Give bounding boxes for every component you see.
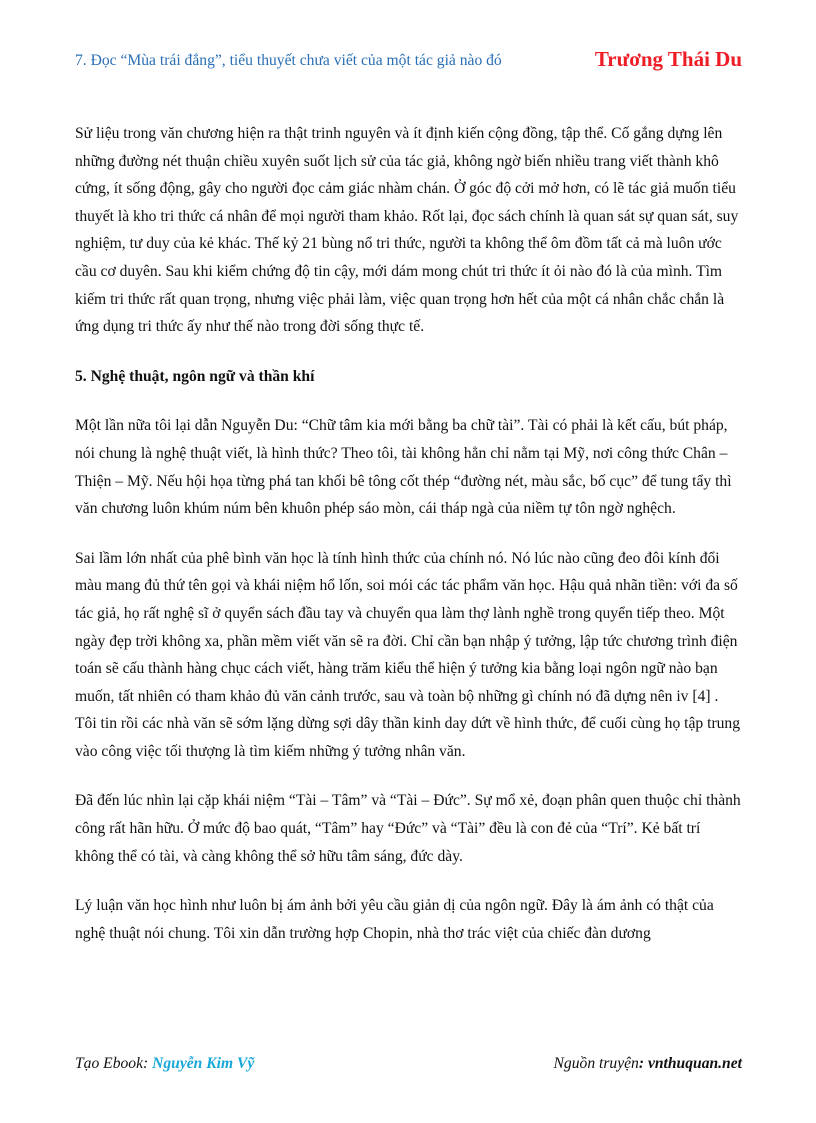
- paragraph-3: Sai lầm lớn nhất của phê bình văn học là tính hình thức của chính nó. Nó lúc nào cũng đeo đôi kính đổi màu mang đủ thứ tên gọi và khái niệm hổ lốn, soi mói các tác phẩm văn học. Hậu quả nhãn tiền: với đa số tác giả, họ rất nghệ sĩ ở quyển sách đầu tay và chuyển qua làm thợ lành nghề trong quyển tiếp theo. Một ngày đẹp trời không xa, phần mềm viết văn sẽ ra đời. Chỉ cần bạn nhập ý tưởng, lập tức chương trình điện toán sẽ cấu thành hàng chục cách viết, hàng trăm kiểu thể hiện ý tưởng kia bằng loại ngôn ngữ nào bạn muốn, tất nhiên có tham khảo đủ văn cảnh trước, sau và toàn bộ những gì chính nó đã dựng nên iv [4] . Tôi tin rồi các nhà văn sẽ sớm lặng dừng sợi dây thần kinh day dứt về hình thức, để cuối cùng họ tập trung vào công việc tối thượng là tìm kiếm những ý tưởng nhân văn.: [75, 549, 741, 760]
- section-heading: 5. Nghệ thuật, ngôn ngữ và thần khí: [75, 367, 315, 385]
- paragraph-1: Sử liệu trong văn chương hiện ra thật trinh nguyên và ít định kiến cộng đồng, tập thể. Cố gắng dựng lên những đường nét thuận chiều xuyên suốt lịch sử của tác giả, không ngờ biến nhiều trang viết thành khô cứng, ít sống động, gây cho người đọc cảm giác nhàm chán. Ở góc độ cởi mở hơn, có lẽ tác giả muốn tiểu thuyết là kho tri thức cá nhân để mọi người tham khảo. Rốt lại, đọc sách chính là quan sát sự quan sát, suy nghiệm, tư duy của kẻ khác. Thế kỷ 21 bùng nổ tri thức, người ta không thể ôm đồm tất cả mà luôn ước cầu cơ duyên. Sau khi kiểm chứng độ tin cậy, mới dám mong chút tri thức ít ỏi nào đó là của mình. Tìm kiếm tri thức rất quan trọng, nhưng việc phải làm, việc quan trọng hơn hết của một cá nhân chắc chắn là ứng dụng tri thức ấy như thế nào trong đời sống thực tế.: [75, 125, 739, 336]
- page-footer: [75, 1055, 742, 1077]
- page-body: [75, 120, 743, 969]
- author-name: Trương Thái Du: [594, 47, 742, 71]
- source-credit: [554, 1055, 742, 1073]
- ebook-creator-name: Nguyễn Kim Vỹ: [152, 1055, 255, 1072]
- ebook-credit-separator: :: [143, 1055, 153, 1072]
- chapter-title: 7. Đọc “Mùa trái đắng”, tiểu thuyết chưa viết của một tác giả nào đó: [75, 52, 502, 69]
- source-credit-label: Nguồn truyện: [553, 1055, 639, 1072]
- paragraph-5: Lý luận văn học hình như luôn bị ám ảnh bởi yêu cầu giản dị của ngôn ngữ. Đây là ám ảnh có thật của nghệ thuật nói chung. Tôi xin dẫn trường hợp Chopin, nhà thơ trác việt của chiếc đàn dương: [75, 897, 714, 942]
- source-credit-separator: :: [638, 1055, 648, 1072]
- source-site-name: vnthuquan.net: [647, 1055, 742, 1072]
- page-header: [75, 47, 742, 75]
- ebook-credit: [75, 1055, 254, 1073]
- paragraph-2: Một lần nữa tôi lại dẫn Nguyễn Du: “Chữ tâm kia mới bằng ba chữ tài”. Tài có phải là kết cấu, bút pháp, nói chung là nghệ thuật viết, là hình thức? Theo tôi, tài không hẳn chỉ nằm tại Mỹ, nơi công thức Chân – Thiện – Mỹ. Nếu hội họa từng phá tan khối bê tông cốt thép “đường nét, màu sắc, bố cục” để tung tẩy thì văn chương luôn khúm núm bên khuôn phép sáo mòn, cái tháp ngà của niềm tự tôn ngờ nghệch.: [75, 417, 732, 518]
- ebook-credit-label: Tạo Ebook: [75, 1055, 144, 1072]
- paragraph-4: Đã đến lúc nhìn lại cặp khái niệm “Tài – Tâm” và “Tài – Đức”. Sự mổ xẻ, đoạn phân quen thuộc chỉ thành công rất hãn hữu. Ở mức độ bao quát, “Tâm” hay “Đức” và “Tài” đều là con đẻ của “Trí”. Kẻ bất trí không thể có tài, và càng không thể sở hữu tâm sáng, đức dày.: [75, 792, 741, 865]
